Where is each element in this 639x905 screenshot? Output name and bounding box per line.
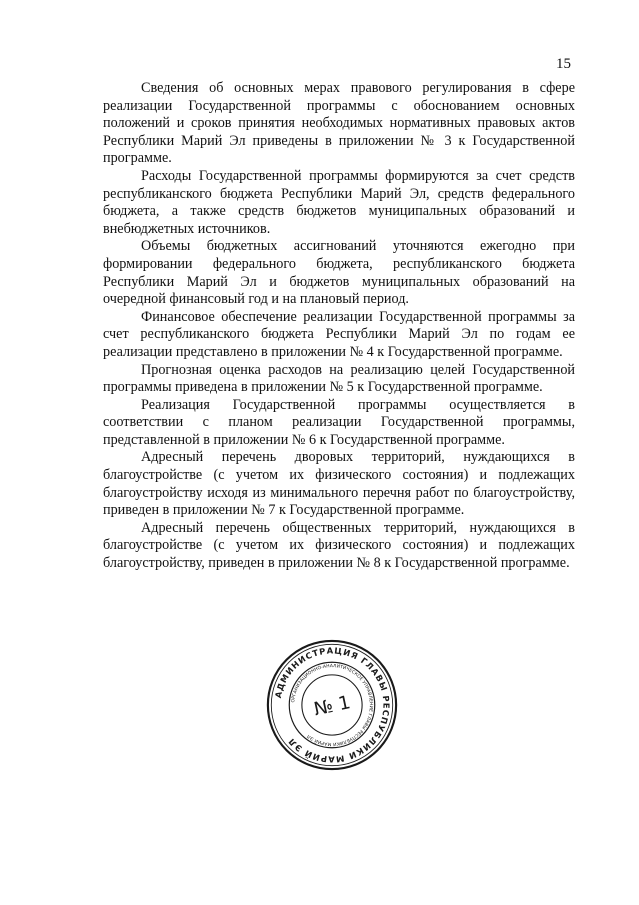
paragraph-legal-regulation: Сведения об основных мерах правового регулирования в сфере реализации Государственной программы с обоснованием основных положений и сроков принятия необходимых нормативных правовых актов Республики Марий Эл приведены в приложении № 3 к Государственной программе. — [103, 80, 575, 167]
body-text — [103, 80, 575, 573]
paragraph-budget-allocations: Объемы бюджетных ассигнований уточняются ежегодно при формировании федерального бюджета, республиканского бюджета Республики Марий Эл и бюджетов муниципальных образований на очередной финансовый год и на плановый период. — [103, 238, 575, 308]
seal-graphic — [264, 637, 400, 773]
seal-center-number: № 1 — [312, 692, 353, 721]
paragraph-yard-territories: Адресный перечень дворовых территорий, нуждающихся в благоустройстве (с учетом их физического состояния) и подлежащих благоустройству исходя из минимального перечня работ по благоустройству, приведен в приложении № 7 к Государственной программе. — [103, 449, 575, 519]
paragraph-financial-support: Финансовое обеспечение реализации Государственной программы за счет республиканского бюджета Республики Марий Эл по годам ее реализации представлено в приложении № 4 к Государственной программе. — [103, 308, 575, 360]
paragraph-implementation: Реализация Государственной программы осуществляется в соответствии с планом реализации Государственной программы, представленной в приложении № 6 к Государственной программе. — [103, 396, 575, 448]
page-number: 15 — [556, 56, 571, 72]
paragraph-forecast: Прогнозная оценка расходов на реализацию целей Государственной программы приведена в приложении № 5 к Государственной программе. — [103, 361, 575, 396]
seal-inner-text: ОРГАНИЗАЦИОННО-АНАЛИТИЧЕСКОЕ УПРАВЛЕНИЕ ГЛАВЫ РЕСПУБЛИКИ МАРИЙ ЭЛ — [291, 664, 373, 746]
paragraph-public-territories: Адресный перечень общественных территорий, нуждающихся в благоустройстве (с учетом их физического состояния) и подлежащих благоустройству, приведен в приложении № 8 к Государственной программе. — [103, 519, 575, 572]
paragraph-expenses: Расходы Государственной программы формируются за счет средств республиканского бюджета Республики Марий Эл, средств федерального бюджета, а также средств бюджетов муниципальных образований и внебюджетных источников. — [103, 167, 575, 237]
seal-outer-text: АДМИНИСТРАЦИЯ ГЛАВЫ РЕСПУБЛИКИ МАРИЙ ЭЛ — [272, 645, 392, 765]
official-seal — [264, 637, 400, 773]
